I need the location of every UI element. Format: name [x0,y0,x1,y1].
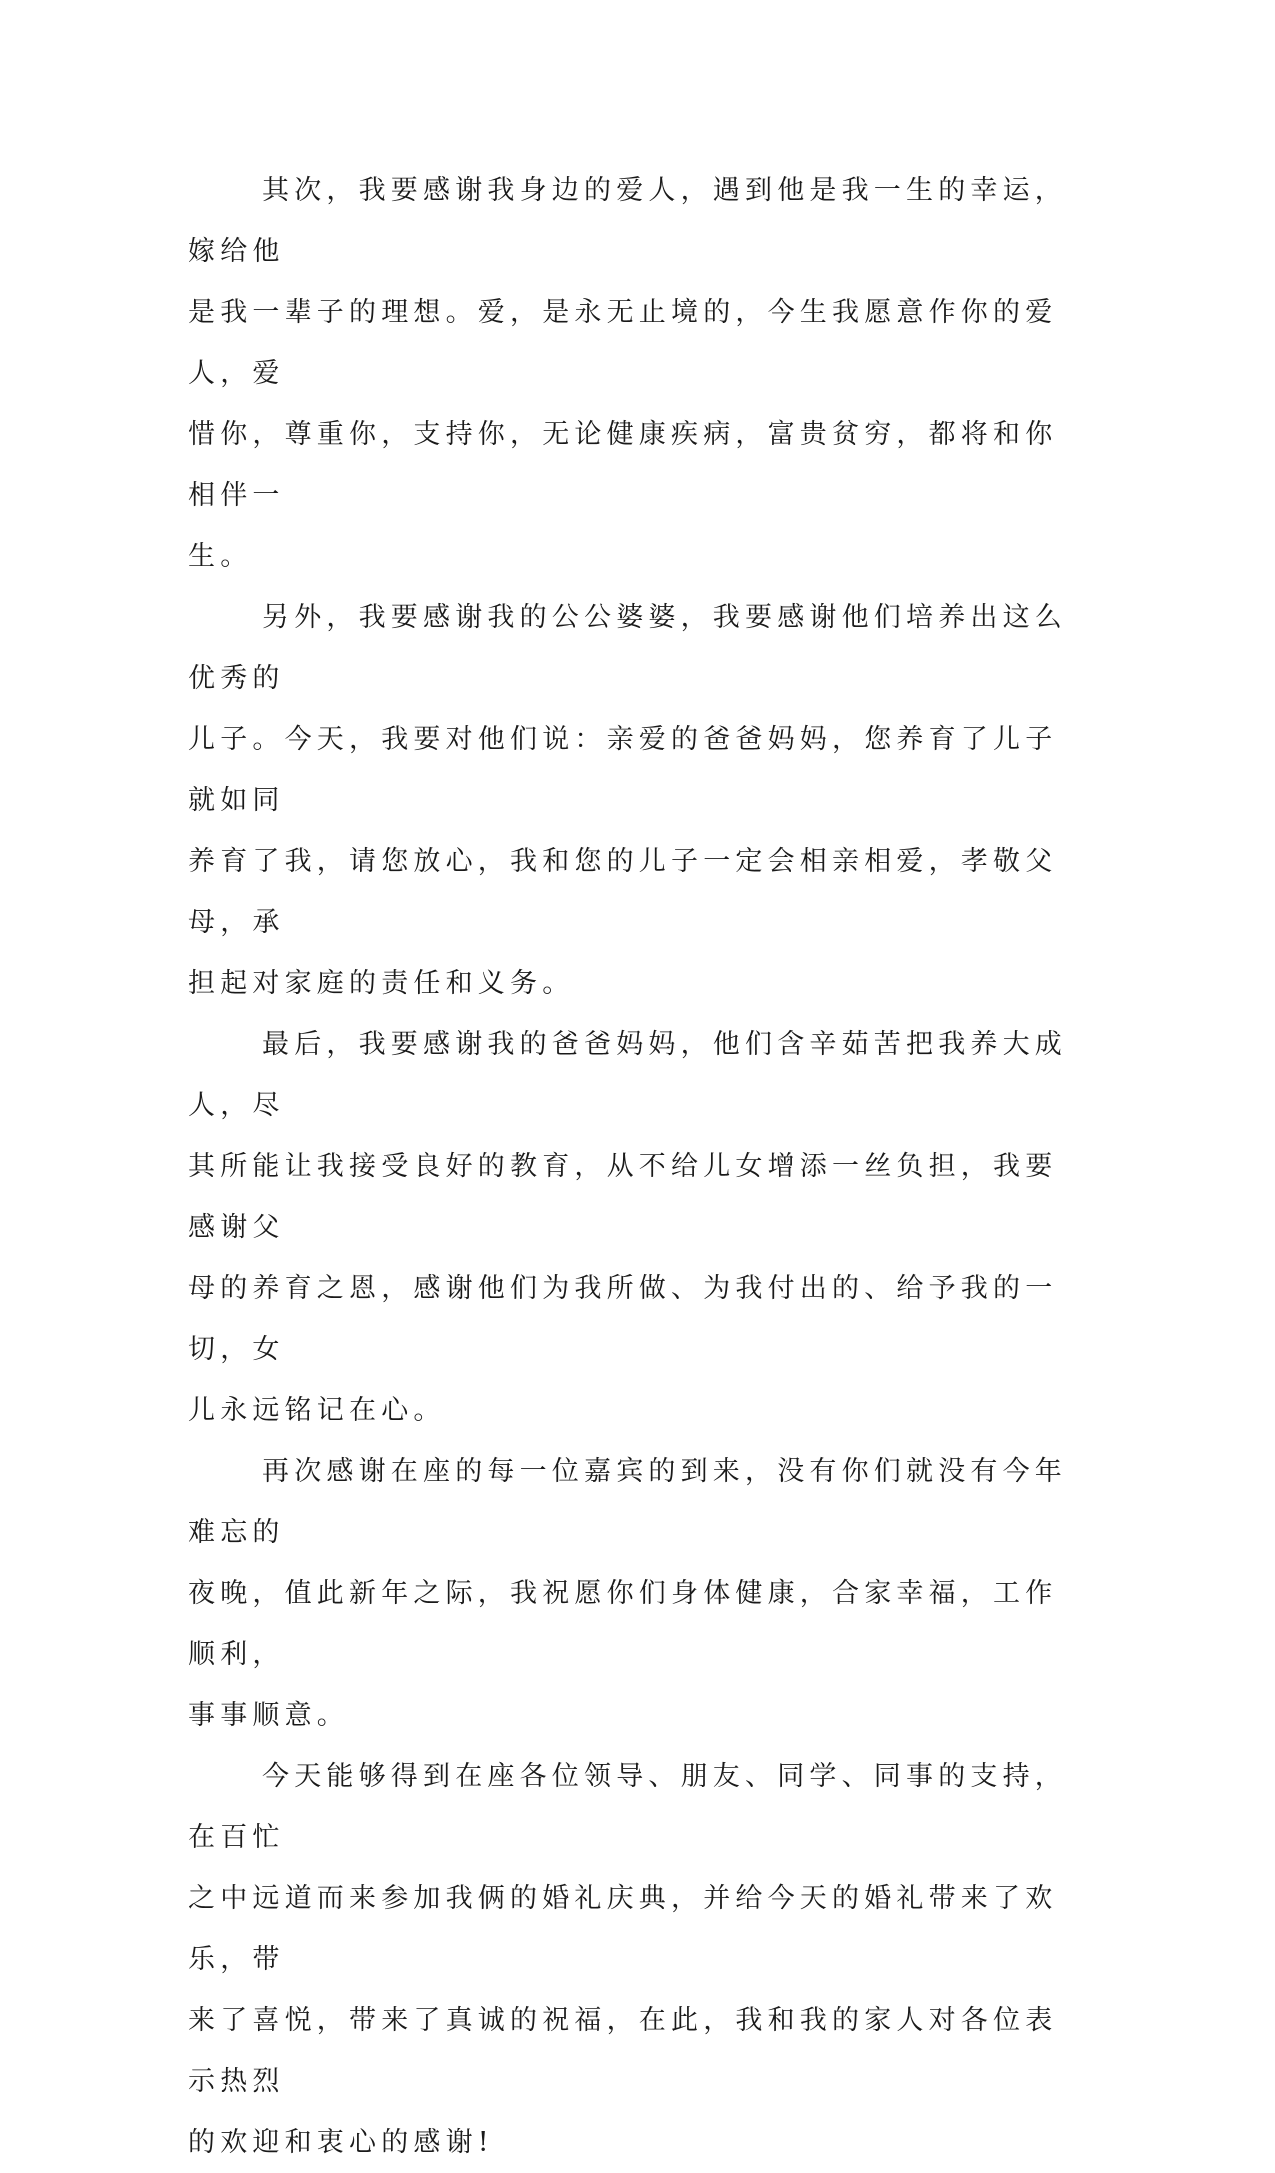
document-body [188,160,1068,2173]
paragraph-thanks-spouse: 其次，我要感谢我身边的爱人，遇到他是我一生的幸运，嫁给他 是我一辈子的理想。爱，是永无止境的，今生我愿意作你的爱人，爱 惜你，尊重你，支持你，无论健康疾病，富贵贫穷，都将和你相伴一 生。 [188,175,1067,572]
paragraph-thanks-guests: 再次感谢在座的每一位嘉宾的到来，没有你们就没有今年难忘的 夜晚，值此新年之际，我祝愿你们身体健康，合家幸福，工作顺利， 事事顺意。 [188,1456,1067,1731]
paragraph-thanks-parents-in-law: 另外，我要感谢我的公公婆婆，我要感谢他们培养出这么优秀的 儿子。今天，我要对他们说：亲爱的爸爸妈妈，您养育了儿子就如同 养育了我，请您放心，我和您的儿子一定会相亲相爱，孝敬父母，承 担起对家庭的责任和义务。 [188,602,1067,999]
paragraph-thanks-parents: 最后，我要感谢我的爸爸妈妈，他们含辛茹苦把我养大成人，尽 其所能让我接受良好的教育，从不给儿女增添一丝负担，我要感谢父 母的养育之恩，感谢他们为我所做、为我付出的、给予我的一切，女 儿永远铭记在心。 [188,1029,1067,1426]
paragraph-welcome-guests: 今天能够得到在座各位领导、朋友、同学、同事的支持，在百忙 之中远道而来参加我俩的婚礼庆典，并给今天的婚礼带来了欢乐，带 来了喜悦，带来了真诚的祝福，在此，我和我的家人对各位表示热烈 的欢迎和衷心的感谢! [188,1761,1067,2158]
